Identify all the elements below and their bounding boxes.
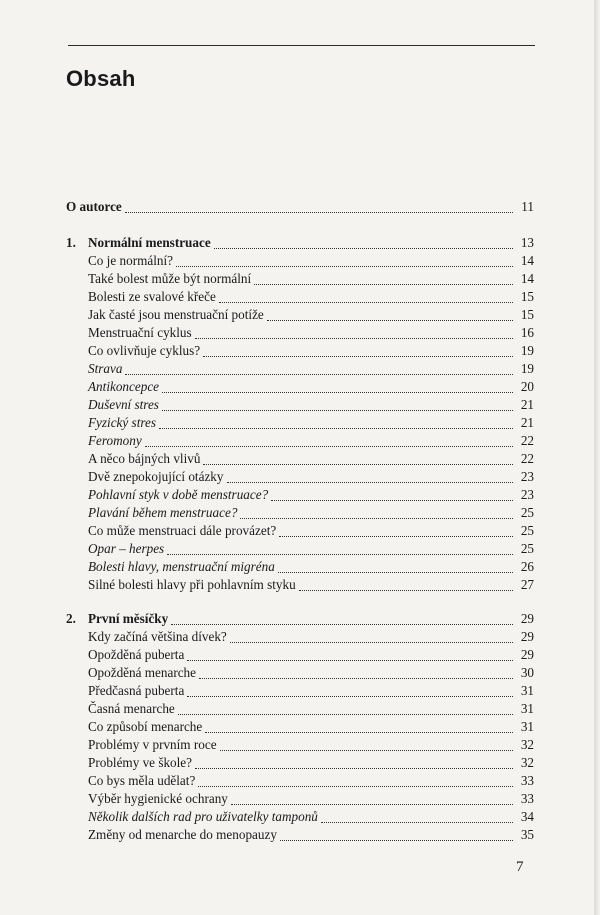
chapter-title: První měsíčky: [88, 611, 169, 626]
toc-entry-title: Co bys měla udělat?: [88, 773, 196, 788]
toc-entry[interactable]: [66, 324, 534, 342]
toc-entry-page: 32: [520, 737, 534, 752]
toc-entry-title: Bolesti ze svalové křeče: [88, 289, 216, 304]
toc-entry-title: Jak časté jsou menstruační potíže: [88, 307, 264, 322]
dot-leader: [162, 391, 513, 393]
table-of-contents: [66, 198, 534, 844]
toc-entry-title: Antikoncepce: [88, 379, 160, 394]
toc-entry[interactable]: [66, 826, 534, 844]
toc-entry-title: Pohlavní styk v době menstruace?: [88, 487, 269, 502]
dot-leader: [195, 767, 513, 769]
dot-leader: [199, 677, 513, 679]
toc-entry-page: 26: [520, 559, 534, 574]
toc-entry[interactable]: [66, 754, 534, 772]
chapter-number: 1.: [66, 235, 76, 250]
toc-entry-title: O autorce: [66, 199, 122, 214]
toc-entry-page: 33: [520, 773, 534, 788]
toc-entry-page: 23: [520, 469, 534, 484]
toc-entry-title: Silné bolesti hlavy při pohlavním styku: [88, 577, 296, 592]
dot-leader: [171, 623, 513, 625]
toc-entry-title: Opožděná menarche: [88, 665, 197, 680]
toc-entry-page: 33: [520, 791, 534, 806]
dot-leader: [271, 499, 513, 501]
toc-entry[interactable]: [66, 396, 534, 414]
toc-entry-title: Dvě znepokojující otázky: [88, 469, 224, 484]
toc-entry-title: Změny od menarche do menopauzy: [88, 827, 277, 842]
toc-entry-page: 11: [521, 199, 534, 214]
dot-leader: [145, 445, 513, 447]
dot-leader: [267, 319, 513, 321]
toc-entry[interactable]: [66, 558, 534, 576]
toc-entry-title: Také bolest může být normální: [88, 271, 252, 286]
page-number: 7: [516, 859, 524, 875]
spacer: [66, 216, 534, 234]
dot-leader: [220, 749, 513, 751]
chapter-page: 13: [520, 235, 534, 250]
toc-entry[interactable]: [66, 664, 534, 682]
toc-entry-title: Feromony: [88, 433, 142, 448]
toc-entry-page: 21: [520, 415, 534, 430]
toc-entry-title: Výběr hygienické ochrany: [88, 791, 228, 806]
toc-entry-page: 22: [520, 433, 534, 448]
toc-entry[interactable]: [66, 360, 534, 378]
chapter-number: 2.: [66, 611, 76, 626]
toc-entry-page: 15: [520, 289, 534, 304]
toc-entry[interactable]: [66, 486, 534, 504]
toc-entry-page: 35: [520, 827, 534, 842]
dot-leader: [214, 247, 513, 249]
toc-entry-page: 31: [520, 719, 534, 734]
toc-entry[interactable]: [66, 540, 534, 558]
dot-leader: [187, 659, 513, 661]
toc-entry[interactable]: [66, 288, 534, 306]
toc-entry[interactable]: [66, 628, 534, 646]
dot-leader: [219, 301, 513, 303]
toc-entry[interactable]: [66, 808, 534, 826]
toc-entry-page: 34: [520, 809, 534, 824]
chapter-page: 29: [520, 611, 534, 626]
dot-leader: [278, 571, 513, 573]
dot-leader: [231, 803, 513, 805]
toc-entry-author[interactable]: [66, 198, 534, 216]
toc-entry-page: 23: [520, 487, 534, 502]
top-rule: [68, 45, 535, 46]
toc-entry-page: 29: [520, 647, 534, 662]
dot-leader: [178, 713, 513, 715]
dot-leader: [280, 839, 513, 841]
toc-entry-page: 31: [520, 701, 534, 716]
toc-entry[interactable]: [66, 504, 534, 522]
toc-entry-title: Opar – herpes: [88, 541, 165, 556]
dot-leader: [227, 481, 514, 483]
toc-entry[interactable]: [66, 646, 534, 664]
toc-entry[interactable]: [66, 682, 534, 700]
toc-entry[interactable]: [66, 700, 534, 718]
dot-leader: [254, 283, 513, 285]
dot-leader: [125, 373, 513, 375]
toc-entry-page: 30: [520, 665, 534, 680]
toc-entry[interactable]: [66, 522, 534, 540]
dot-leader: [198, 785, 513, 787]
dot-leader: [187, 695, 513, 697]
toc-entry-page: 21: [520, 397, 534, 412]
toc-entry-title: Co může menstruaci dále provázet?: [88, 523, 277, 538]
toc-entry-page: 29: [520, 629, 534, 644]
toc-entry[interactable]: [66, 468, 534, 486]
toc-entry-title: Kdy začíná většina dívek?: [88, 629, 227, 644]
toc-entry[interactable]: [66, 432, 534, 450]
toc-entry-title: Problémy v prvním roce: [88, 737, 217, 752]
toc-entry[interactable]: [66, 790, 534, 808]
toc-entry-title: Opožděná puberta: [88, 647, 185, 662]
dot-leader: [230, 641, 513, 643]
toc-entry-title: Fyzický stres: [88, 415, 156, 430]
toc-entry-page: 25: [520, 523, 534, 538]
toc-entry-page: 16: [520, 325, 534, 340]
toc-entry[interactable]: [66, 342, 534, 360]
dot-leader: [203, 355, 513, 357]
toc-entry-title: Bolesti hlavy, menstruační migréna: [88, 559, 275, 574]
dot-leader: [159, 427, 513, 429]
toc-entry[interactable]: [66, 772, 534, 790]
toc-entry-page: 32: [520, 755, 534, 770]
toc-entry-title: Co je normální?: [88, 253, 173, 268]
dot-leader: [240, 517, 513, 519]
toc-entry-page: 19: [520, 343, 534, 358]
dot-leader: [162, 409, 513, 411]
toc-entry[interactable]: [66, 252, 534, 270]
spacer: [66, 594, 534, 610]
toc-entry-page: 19: [520, 361, 534, 376]
dot-leader: [125, 211, 513, 213]
chapter-heading[interactable]: [66, 234, 534, 252]
toc-entry-title: Co způsobí menarche: [88, 719, 203, 734]
toc-entry-title: Menstruační cyklus: [88, 325, 192, 340]
toc-entry-page: 31: [520, 683, 534, 698]
toc-entry-page: 25: [520, 541, 534, 556]
toc-entry[interactable]: [66, 414, 534, 432]
toc-entry-title: Plavání během menstruace?: [88, 505, 238, 520]
toc-entry-title: Co ovlivňuje cyklus?: [88, 343, 201, 358]
toc-entry-page: 22: [520, 451, 534, 466]
page-title: Obsah: [66, 66, 136, 91]
dot-leader: [299, 589, 513, 591]
toc-entry-page: 14: [520, 271, 534, 286]
toc-entry[interactable]: [66, 736, 534, 754]
page-edge: [594, 0, 600, 915]
toc-entry-title: Strava: [88, 361, 123, 376]
toc-entry-page: 14: [520, 253, 534, 268]
chapter-title: Normální menstruace: [88, 235, 211, 250]
dot-leader: [167, 553, 513, 555]
dot-leader: [176, 265, 513, 267]
dot-leader: [279, 535, 513, 537]
toc-entry[interactable]: [66, 718, 534, 736]
toc-entry-title: Časná menarche: [88, 701, 175, 716]
chapter-list: [66, 234, 534, 844]
toc-entry[interactable]: [66, 378, 534, 396]
toc-entry-page: 27: [520, 577, 534, 592]
toc-entry-title: A něco bájných vlivů: [88, 451, 201, 466]
toc-entry[interactable]: [66, 306, 534, 324]
toc-entry-title: Několik dalších rad pro uživatelky tamponů: [88, 809, 318, 824]
toc-entry-title: Duševní stres: [88, 397, 159, 412]
dot-leader: [205, 731, 513, 733]
toc-entry-page: 15: [520, 307, 534, 322]
dot-leader: [195, 337, 513, 339]
toc-entry[interactable]: [66, 450, 534, 468]
toc-entry[interactable]: [66, 270, 534, 288]
toc-entry[interactable]: [66, 576, 534, 594]
toc-entry-title: Předčasná puberta: [88, 683, 185, 698]
dot-leader: [203, 463, 513, 465]
toc-entry-page: 20: [520, 379, 534, 394]
chapter-heading[interactable]: [66, 610, 534, 628]
dot-leader: [321, 821, 513, 823]
toc-entry-title: Problémy ve škole?: [88, 755, 193, 770]
toc-entry-page: 25: [520, 505, 534, 520]
